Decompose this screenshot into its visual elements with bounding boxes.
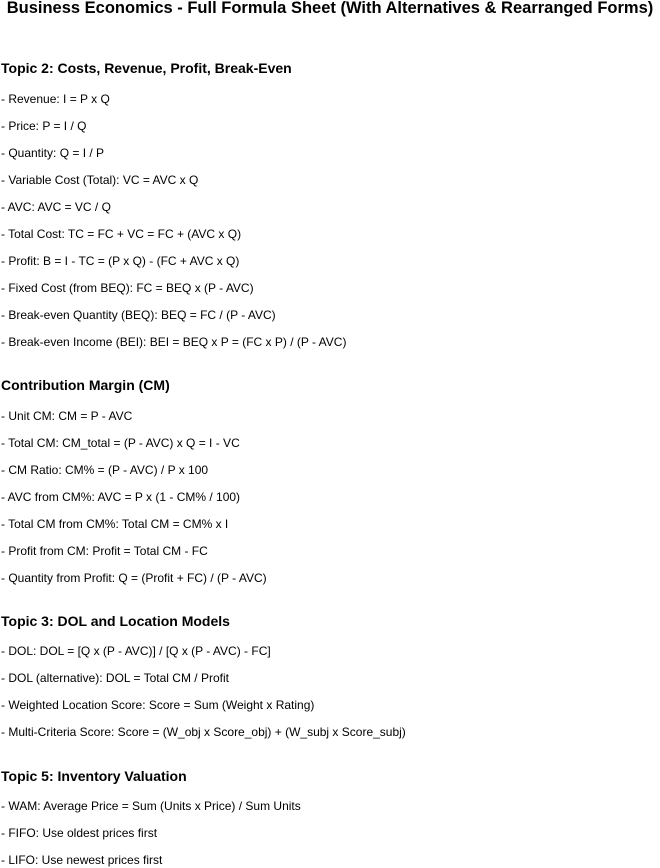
formula-multi-criteria-score: - Multi-Criteria Score: Score = (W_obj x Score_obj) + (W_subj x Score_subj): [1, 725, 406, 739]
formula-price: - Price: P = I / Q: [1, 119, 87, 133]
formula-fixed-cost: - Fixed Cost (from BEQ): FC = BEQ x (P - AVC): [1, 281, 254, 295]
formula-fifo: - FIFO: Use oldest prices first: [1, 826, 158, 840]
formula-cm-ratio: - CM Ratio: CM% = (P - AVC) / P x 100: [1, 463, 209, 477]
formula-total-cm: - Total CM: CM_total = (P - AVC) x Q = I - VC: [1, 436, 240, 450]
formula-quantity: - Quantity: Q = I / P: [1, 146, 105, 160]
formula-quantity-from-profit: - Quantity from Profit: Q = (Profit + FC) / (P - AVC): [1, 571, 267, 585]
formula-lifo: - LIFO: Use newest prices first: [1, 853, 163, 867]
formula-profit-from-cm: - Profit from CM: Profit = Total CM - FC: [1, 544, 208, 558]
document-title: Business Economics - Full Formula Sheet (With Alternatives & Rearranged Forms): [6, 0, 654, 17]
formula-beq: - Break-even Quantity (BEQ): BEQ = FC / (P - AVC): [1, 308, 276, 322]
formula-wam: - WAM: Average Price = Sum (Units x Price) / Sum Units: [1, 799, 301, 813]
section-heading-contribution-margin: Contribution Margin (CM): [1, 377, 170, 393]
formula-bei: - Break-even Income (BEI): BEI = BEQ x P = (FC x P) / (P - AVC): [1, 335, 347, 349]
formula-profit: - Profit: B = I - TC = (P x Q) - (FC + AVC x Q): [1, 254, 240, 268]
formula-total-cost: - Total Cost: TC = FC + VC = FC + (AVC x Q): [1, 227, 242, 241]
section-heading-costs-revenue: Topic 2: Costs, Revenue, Profit, Break-Even: [1, 60, 292, 76]
formula-revenue: - Revenue: I = P x Q: [1, 92, 110, 106]
section-heading-dol-location: Topic 3: DOL and Location Models: [1, 613, 230, 629]
formula-dol: - DOL: DOL = [Q x (P - AVC)] / [Q x (P - AVC) - FC]: [1, 644, 271, 658]
formula-avc-from-cm: - AVC from CM%: AVC = P x (1 - CM% / 100): [1, 490, 241, 504]
formula-total-cm-from-cm: - Total CM from CM%: Total CM = CM% x I: [1, 517, 229, 531]
formula-avc: - AVC: AVC = VC / Q: [1, 200, 111, 214]
formula-variable-cost: - Variable Cost (Total): VC = AVC x Q: [1, 173, 199, 187]
section-heading-inventory-valuation: Topic 5: Inventory Valuation: [1, 768, 187, 784]
formula-weighted-location-score: - Weighted Location Score: Score = Sum (Weight x Rating): [1, 698, 315, 712]
formula-unit-cm: - Unit CM: CM = P - AVC: [1, 409, 133, 423]
formula-dol-alternative: - DOL (alternative): DOL = Total CM / Profit: [1, 671, 229, 685]
